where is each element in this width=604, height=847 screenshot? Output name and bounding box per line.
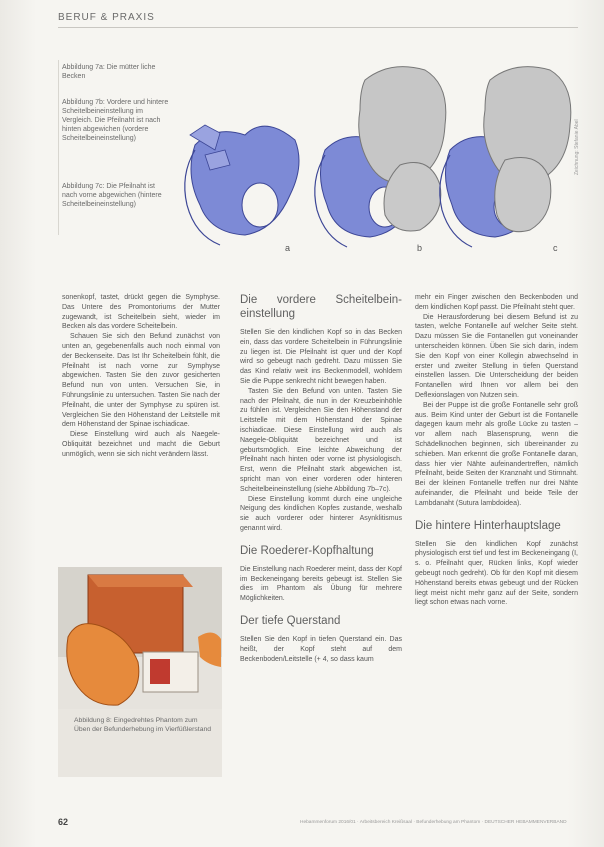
col2-paragraph: Die Einstellung nach Roederer meint, dass der Kopf im Beckeneingang bereits gebeugt ist. Stellen Sie dies im Phantom als Übung für mehrere Möglichkeiten. [240,565,402,603]
column-3 [415,293,578,608]
footer-text: Hebammenforum 2016/01 · Arbeitsbereich Kreißsaal · Befunderhebung am Phantom · DEUTSCHER HEBAMMENVERBAND [300,820,567,825]
caption-divider [58,60,59,235]
heading-vordere-scheitelbeineinstellung: Die vordere Scheitelbeineinstellung [240,294,402,320]
header-divider [58,27,578,28]
heading-hintere-hinterhauptslage: Die hintere Hinterhauptslage [415,519,561,532]
figure-label-c: c [553,243,558,253]
pelvis-illustration [175,55,585,255]
col2-paragraph: Tasten Sie den Befund von unten. Tasten Sie nach der Pfeilnaht, die nun in der Kreuzbeinhöhle zu fühlen ist. Vergleichen Sie den Höhenstand der Leitstelle mit dem Höhenstand der Spinae ischiadicae. Diese Einstellung wird auch als Naegele-Obliquität bezeichnet und ist geburtsmöglich. Eine leichte Abweichung der Pfeilnaht nach hinten oder vorne ist physiologisch. Erst, wenn die Pfeilnaht stark abgewichen ist, spricht man von einer vorderen oder hinteren Scheitelbeineinstellung (siehe Abbildung 7b–7c). [240,387,402,493]
col3-paragraph: mehr ein Finger zwischen den Beckenboden und dem kindlichen Kopf passt. Die Pfeilnaht steht quer. [415,294,578,311]
phantom-illustration [58,567,222,709]
caption-fig-7c: Abbildung 7c: Die Pfeilnaht ist nach vorne abgewichen (hintere Scheitelbeineinstellung) [62,183,162,208]
col1-paragraph: Diese Einstellung wird auch als Naegele-Obliquität bezeichnet und macht die Geburt unmöglich, wenn sie sich nicht verändern lässt. [62,431,220,458]
caption-fig-7b: Abbildung 7b: Vordere und hintere Scheitelbeineinstellung im Vergleich. Die Pfeilnaht ist nach hinten abgewichen (vordere Scheitelbeineinstellung) [62,99,169,142]
pelvis-drawing-b [315,67,446,247]
pelvis-drawing-c [440,67,571,247]
figure-label-b: b [417,243,423,253]
heading-tiefer-querstand: Der tiefe Querstand [240,614,341,627]
col3-paragraph: Stellen Sie den kindlichen Kopf zunächst physiologisch erst tief und fest im Beckeneingang (I, s. o. Pfeilnaht quer, Rücken links, Kopf wieder gebeugt noch gedreht). Ob für den Kopf mit diesem Höhenstand bereits etwas gebeugt und der Rücken liegt meist nicht mehr ganz auf der Seite, sondern liegt schon etwas nach vorne. [415,540,578,607]
heading-roederer: Die Roederer-Kopfhaltung [240,544,374,557]
col1-paragraph: Schauen Sie sich den Befund zunächst von unten an, gegebenenfalls auch noch einmal von der Beckenseite. Das Ist Ihr Scheitelbein fühlt, die Pfeilnaht ist nach vorne zur Symphyse abgewichen. Tasten Sie den zuvor gesicherten Befund nun von unten. Versuchen Sie, in Führungslinie zu untersuchen. Tasten Sie nach der Pfeilnaht, die unter der Symphyse zu spüren ist. Vergleichen Sie den Höhenstand der Leitstelle mit dem Höhenstand der Spinae ischiadicae. [62,333,220,429]
col2-paragraph: Stellen Sie den kindlichen Kopf so in das Becken ein, dass das vordere Scheitelbein in Führungslinie zu liegen ist. Die Pfeilnaht ist quer und der Kopf wird so gebeugt nach gedreht. Dazu müssen Sie das Kind relativ weit ins Beckenmodell, wohldem Sie die Puppe senkrecht nicht bewegen haben. [240,329,402,385]
col3-paragraph: Bei der Puppe ist die große Fontanelle sehr groß aus. Beim Kind unter der Geburt ist die Fontanelle dagegen kaum mehr als große Lücke zu tasten – vor allem nach Blasensprung, wenn die Schädelknochen beginnen, sich übereinander zu schieben. Man erkennt die große Fontanelle daran, dass hier vier Nähte aufeinandertreffen, nämlich Pfeilnaht, beide Seiten der Kranznaht und Stirnnaht. Bei der kleinen Fontanelle treffen nur drei Nähte aufeinander, die Pfeilnaht und beide Teile der Lambdanaht (Sutura lambdoidea). [415,401,578,507]
col1-paragraph: sonenkopf, tastet, drückt gegen die Symphyse. Das Untere des Promontoriums der Mutter zugewandt, ist Scheitelbein sieht, wieder im Becken als das vordere Scheitelbein. [62,294,220,331]
pelvis-drawing-a [185,125,299,245]
pelvis-drawings [175,55,585,255]
photo-caption: Abbildung 8: Eingedrehtes Phantom zum Üben der Befunderhebung im Vierfüßlerstand [74,717,212,733]
col2-paragraph: Stellen Sie den Kopf in tiefen Querstand ein. Das heißt, der Kopf steht auf dem Beckenboden/Leitstelle (+ 4, so dass kaum [240,635,402,663]
section-header: BERUF & PRAXIS [58,12,155,23]
page-number: 62 [58,817,69,827]
figure-credit: Zeichnung: Stefanie Abel [574,119,580,175]
caption-fig-7a: Abbildung 7a: Die mütter liche Becken [62,64,156,80]
phantom-image [58,567,222,709]
col2-paragraph: Diese Einstellung kommt durch eine ungleiche Neigung des kindlichen Kopfes zustande, weshalb sie auch vorderer oder hinterer Asynklitismus genannt wird. [240,495,402,532]
phantom-photo [58,567,222,777]
col3-paragraph: Die Herausforderung bei diesem Befund ist zu tasten, welche Fontanelle auf welcher Seite steht. Dazu müssen Sie die Fontanellen gut voneinander unterscheiden können. Üben Sie sich darin, indem Sie den Kopf von einer Kollegin abwechselnd in erster und zweiter Stellung in tiefen Querstand einstellen lassen. Die Unterscheidung der beiden Fontanellen wird Ihnen vor allem bei den Deflexionslagen von Nutzen sein. [415,313,578,399]
figure-label-a: a [285,243,291,253]
column-1 [62,293,220,460]
column-2 [240,293,402,664]
